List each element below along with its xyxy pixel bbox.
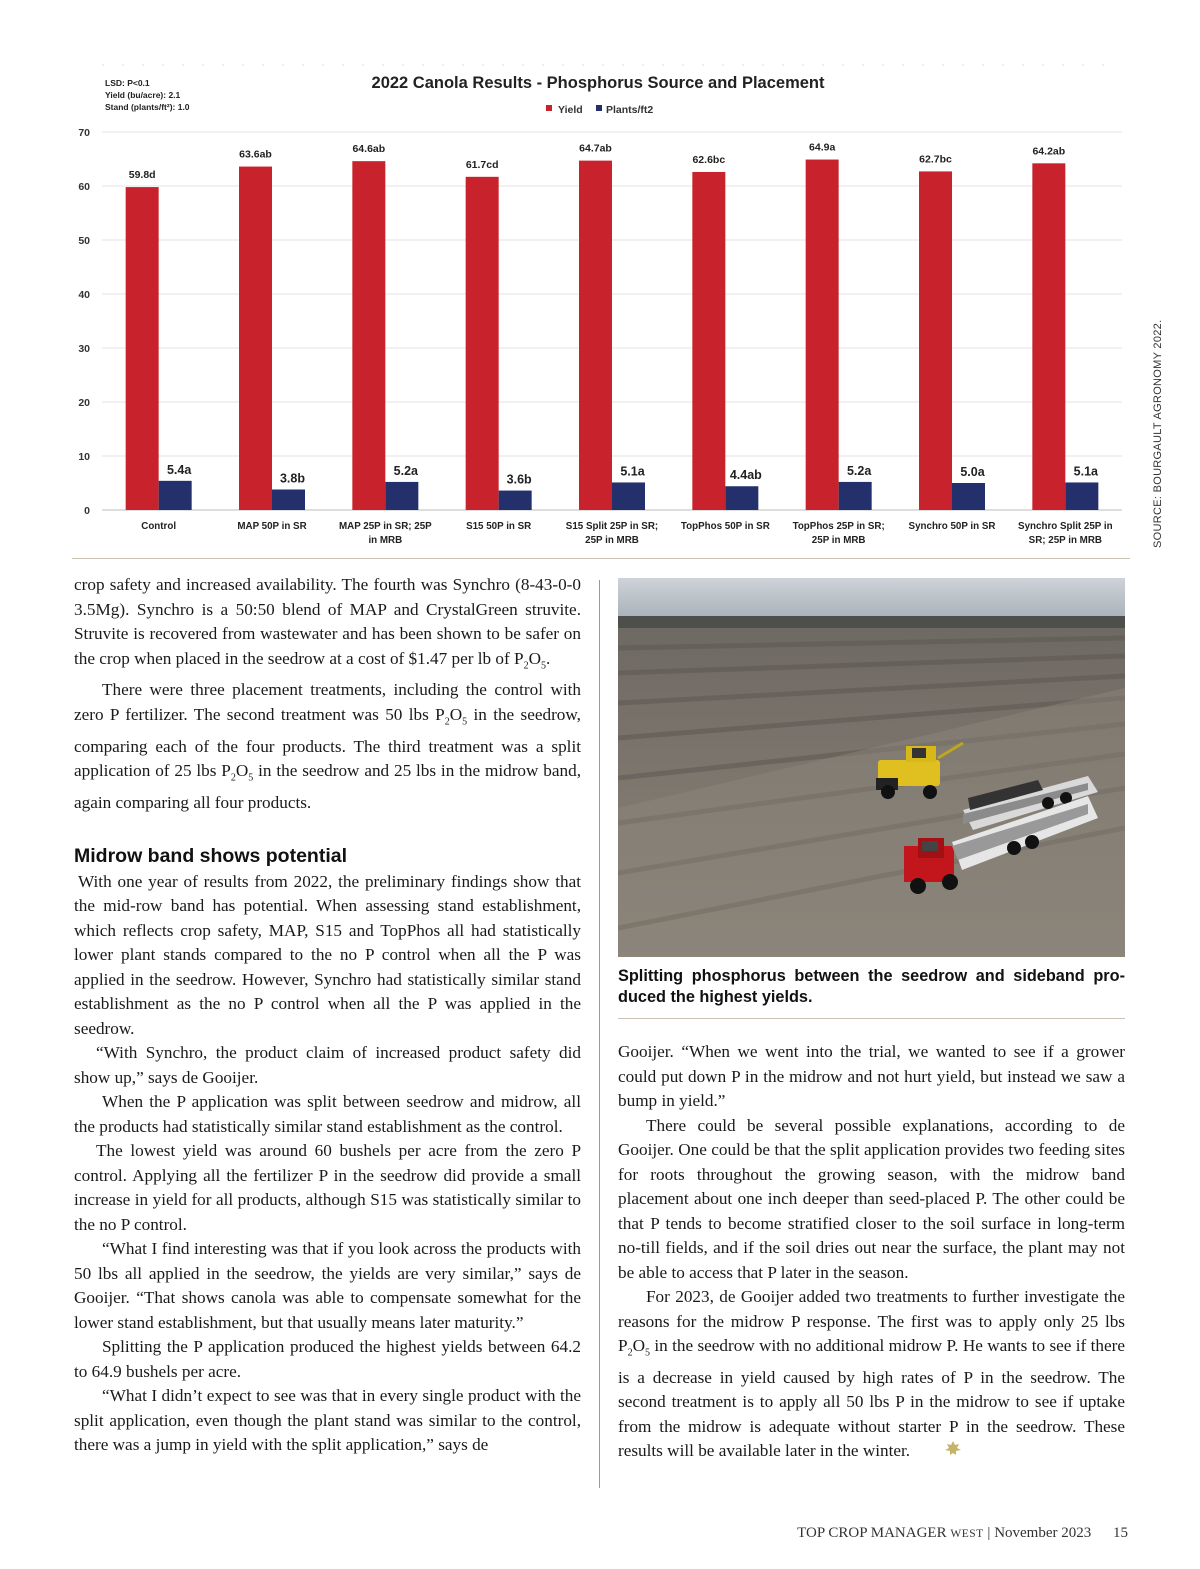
plants-data-label: 5.4a: [166, 462, 192, 477]
yield-data-label: 62.7bc: [919, 153, 952, 166]
x-category-label: MAP 50P in SR: [237, 521, 307, 532]
bar-yield: [692, 172, 725, 510]
yield-data-label: 64.2ab: [1032, 145, 1066, 158]
x-category-label: in MRB: [368, 535, 403, 546]
paragraph: “What I didn’t expect to see was that in every single product with the split application, even though the plant stand was similar to the control, there was a jump in yield with the split application,” says de: [74, 1386, 581, 1455]
paragraph: The lowest yield was around 60 bushels per acre from the zero P control. Applying all the fertilizer P in the seedrow did provide a small increase in yield for all products, although S15 was statistically similar to the no P control.: [74, 1141, 581, 1234]
paragraph: “What I find interesting was that if you look across the products with 50 lbs all applied in the seedrow, the yields are very similar,” says de Gooijer. “That shows canola was able to compensate somewhat for the lower stand establishment, but that usually means later maturity.”: [74, 1239, 581, 1332]
x-category-label: S15 Split 25P in SR;: [565, 521, 659, 532]
bar-plants: [159, 481, 192, 510]
issue-date: November 2023: [994, 1525, 1092, 1541]
x-category-label: 25P in MRB: [811, 535, 866, 546]
bar-yield: [919, 171, 952, 510]
harvest-photo-illustration: [618, 578, 1125, 957]
y-tick-label: 0: [84, 505, 90, 517]
yield-data-label: 59.8d: [128, 169, 156, 182]
bar-plants: [952, 483, 985, 510]
lsd-note: Yield (bu/acre): 2.1: [105, 90, 181, 100]
maple-leaf-icon: [916, 1440, 962, 1466]
paragraph: There were three placement treatments, including the control with zero P fertilizer. The second treatment was 50 lbs $P_2O_5$ in the seedrow, comparing each of the four products. The third treatment was a split application of 25 lbs $P_2O_5$ in the seedrow and 25 lbs in the midrow band, again comparing all four products.: [74, 680, 581, 813]
column-divider: [599, 580, 600, 1488]
bar-plants: [725, 486, 758, 510]
y-tick-label: 40: [78, 289, 90, 301]
lsd-note: Stand (plants/ft²): 1.0: [105, 102, 190, 112]
yield-data-label: 61.7cd: [465, 158, 499, 171]
bar-yield: [579, 161, 612, 510]
x-category-label: S15 50P in SR: [466, 521, 532, 532]
x-category-label: TopPhos 25P in SR;: [792, 521, 885, 532]
bar-yield: [126, 187, 159, 510]
page-number: 15: [1113, 1525, 1128, 1541]
bar-yield: [806, 160, 839, 510]
y-tick-label: 70: [78, 127, 90, 139]
paragraph: When the P application was split between seedrow and midrow, all the products had statistically similar stand establishment as the control.: [74, 1092, 581, 1136]
plants-data-label: 4.4ab: [729, 468, 762, 483]
legend-swatch-yield: [546, 105, 552, 111]
plants-data-label: 3.6b: [506, 472, 532, 487]
magazine-edition: WEST: [950, 1528, 984, 1540]
chart-canvas: [72, 62, 1130, 558]
yield-data-label: 62.6bc: [692, 153, 726, 166]
harvest-photo: [618, 578, 1125, 957]
bar-plants: [612, 482, 645, 510]
legend-swatch-plants: [596, 105, 602, 111]
plants-data-label: 3.8b: [279, 471, 306, 486]
legend-label-yield: Yield: [558, 104, 583, 116]
bar-yield: [466, 177, 499, 510]
section-heading: Midrow band shows potential: [74, 844, 347, 867]
y-tick-label: 30: [78, 343, 90, 355]
y-tick-label: 20: [78, 397, 90, 409]
y-tick-label: 10: [78, 451, 90, 463]
plants-data-label: 5.2a: [393, 463, 419, 478]
x-category-label: SR; 25P in MRB: [1028, 535, 1102, 546]
paragraph: Gooijer. “When we went into the trial, we wanted to see if a grower could put down P in the midrow and not hurt yield, but instead we saw a bump in yield.”: [618, 1042, 1125, 1110]
paragraph: crop safety and increased availability. The fourth was Synchro (8-43-0-0 3.5Mg). Synchro is a 50:50 blend of MAP and CrystalGreen struvite. Struvite is recovered from wastewater and has been shown to be safer on the crop when placed in the seedrow at a cost of $1.47 per lb of $P_2O_5$.: [74, 575, 581, 671]
paragraph: For 2023, de Gooijer added two treatments to further investigate the reasons for the midrow P response. The first was to apply only 25 lbs $P_2O_5$ in the seedrow with no additional midrow P. He wants to see if there is a decrease in yield caused by high rates of P in the seedrow. The second treatment is to apply all 50 lbs P in the midrow to see if uptake from the midrow is adequate without starter P in the seedrow. These results will be available later in the winter.: [618, 1285, 1125, 1465]
yield-data-label: 64.7ab: [579, 142, 612, 155]
y-tick-label: 50: [78, 235, 90, 247]
paragraph: With one year of results from 2022, the preliminary findings show that the mid-row band has potential. When assessing stand establishment, which reflects crop safety, MAP, S15 and TopPhos all had statistically lower plant stands compared to the no P control when all the P was applied in the seedrow. However, Synchro had statistically similar stand establishment as the no P control when all the P was applied in the seedrow.: [74, 871, 581, 1038]
paragraph: There could be several possible explanations, according to de Gooijer. One could be that the split application provides two feeding sites for roots throughout the growing season, with the midrow band placement about one inch deeper than seed-placed P. The other could be that P tends to become stratified closer to the soil surface in long-term no-till fields, and if the soil dries out near the surface, the plant may not be able to access that P later in the season.: [618, 1115, 1125, 1282]
source-credit: SOURCE: BOURGAULT AGRONOMY 2022.: [1152, 319, 1164, 548]
paragraph: Splitting the P application produced the highest yields between 64.2 to 64.9 bushels per acre.: [74, 1337, 581, 1381]
article-left-column: [74, 573, 581, 1458]
x-category-label: Synchro Split 25P in: [1018, 521, 1113, 532]
footer-separator: |: [987, 1525, 991, 1541]
bar-plants: [385, 482, 418, 510]
bar-plants: [499, 491, 532, 510]
paragraph: “With Synchro, the product claim of increased product safety did show up,” says de Gooijer.: [74, 1043, 581, 1087]
chart-divider: [72, 558, 1130, 559]
yield-data-label: 64.6ab: [352, 143, 386, 156]
bar-yield: [239, 167, 272, 510]
x-category-label: Synchro 50P in SR: [908, 521, 996, 532]
bar-plants: [272, 489, 305, 510]
page-footer: [797, 1525, 1128, 1542]
caption-divider: [618, 1018, 1125, 1019]
plants-data-label: 5.1a: [620, 464, 645, 479]
photo-caption: Splitting phosphorus between the seedrow and sideband produced the highest yields.: [618, 967, 1125, 1006]
y-tick-label: 60: [78, 181, 90, 193]
plants-data-label: 5.1a: [1073, 464, 1099, 479]
magazine-name: TOP CROP MANAGER: [797, 1525, 947, 1541]
bar-yield: [1032, 163, 1065, 510]
yield-data-label: 64.9a: [809, 141, 836, 154]
legend-label-plants: Plants/ft2: [606, 104, 654, 116]
x-category-label: 25P in MRB: [585, 535, 639, 546]
x-category-label: MAP 25P in SR; 25P: [338, 521, 432, 532]
bar-yield: [352, 161, 385, 510]
lsd-note: LSD: P<0.1: [105, 78, 150, 88]
yield-data-label: 63.6ab: [239, 148, 272, 161]
phosphorus-results-chart: [72, 62, 1130, 558]
plants-data-label: 5.2a: [846, 463, 872, 478]
bar-plants: [839, 482, 872, 510]
bar-plants: [1065, 482, 1098, 510]
x-category-label: Control: [141, 521, 177, 532]
x-category-label: TopPhos 50P in SR: [680, 521, 770, 532]
plants-data-label: 5.0a: [960, 465, 985, 479]
article-right-column: [618, 1040, 1125, 1465]
chart-title: 2022 Canola Results - Phosphorus Source and Placement: [371, 74, 825, 92]
